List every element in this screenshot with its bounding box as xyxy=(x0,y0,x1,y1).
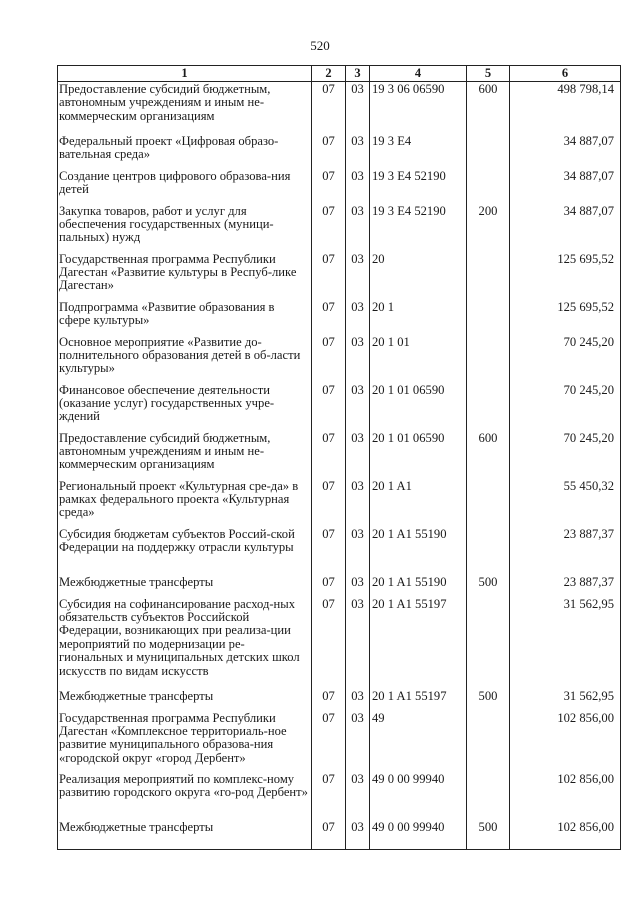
row-amount-cell: 31 562,95 xyxy=(510,689,621,711)
row-section-cell: 07 xyxy=(312,820,346,850)
table-row xyxy=(58,772,621,820)
table-row xyxy=(58,597,621,689)
row-section-cell: 07 xyxy=(312,527,346,575)
table-row xyxy=(58,575,621,597)
row-target-article-cell: 19 3 E4 xyxy=(370,134,467,169)
row-name-cell: Основное мероприятие «Развитие до-полнительного образования детей в об-ласти культуры» xyxy=(58,335,312,383)
row-section-cell: 07 xyxy=(312,772,346,820)
row-name-cell: Федеральный проект «Цифровая образо-вательная среда» xyxy=(58,134,312,169)
row-amount-cell: 102 856,00 xyxy=(510,820,621,850)
column-header: 5 xyxy=(467,66,510,82)
row-section-cell: 07 xyxy=(312,252,346,300)
table-row xyxy=(58,527,621,575)
row-subsection-cell: 03 xyxy=(346,772,370,820)
row-amount-cell: 102 856,00 xyxy=(510,711,621,772)
row-amount-cell: 31 562,95 xyxy=(510,597,621,689)
row-expense-type-cell xyxy=(467,711,510,772)
table-row xyxy=(58,252,621,300)
row-target-article-cell: 20 1 xyxy=(370,300,467,335)
table-row xyxy=(58,82,621,134)
row-name-cell: Межбюджетные трансферты xyxy=(58,689,312,711)
row-amount-cell: 34 887,07 xyxy=(510,169,621,204)
row-expense-type-cell xyxy=(467,169,510,204)
row-expense-type-cell xyxy=(467,527,510,575)
row-target-article-cell: 49 xyxy=(370,711,467,772)
row-section-cell: 07 xyxy=(312,431,346,479)
row-name-cell: Подпрограмма «Развитие образования в сфере культуры» xyxy=(58,300,312,335)
row-section-cell: 07 xyxy=(312,169,346,204)
row-subsection-cell: 03 xyxy=(346,431,370,479)
table-row xyxy=(58,300,621,335)
column-header: 6 xyxy=(510,66,621,82)
row-expense-type-cell xyxy=(467,383,510,431)
row-section-cell: 07 xyxy=(312,300,346,335)
row-name-cell: Предоставление субсидий бюджетным, автономным учреждениям и иным не-коммерческим организациям xyxy=(58,431,312,479)
row-amount-cell: 102 856,00 xyxy=(510,772,621,820)
row-target-article-cell: 49 0 00 99940 xyxy=(370,772,467,820)
row-subsection-cell: 03 xyxy=(346,597,370,689)
column-header: 3 xyxy=(346,66,370,82)
row-subsection-cell: 03 xyxy=(346,252,370,300)
row-section-cell: 07 xyxy=(312,134,346,169)
row-expense-type-cell xyxy=(467,300,510,335)
row-name-cell: Государственная программа Республики Дагестан «Развитие культуры в Респуб-лике Дагестан» xyxy=(58,252,312,300)
row-section-cell: 07 xyxy=(312,711,346,772)
table-row xyxy=(58,204,621,252)
row-expense-type-cell xyxy=(467,597,510,689)
row-target-article-cell: 20 1 A1 55197 xyxy=(370,597,467,689)
row-subsection-cell: 03 xyxy=(346,335,370,383)
table-row xyxy=(58,711,621,772)
row-expense-type-cell xyxy=(467,134,510,169)
row-amount-cell: 55 450,32 xyxy=(510,479,621,527)
row-section-cell: 07 xyxy=(312,575,346,597)
table-row xyxy=(58,383,621,431)
table-row xyxy=(58,479,621,527)
row-amount-cell: 34 887,07 xyxy=(510,204,621,252)
row-section-cell: 07 xyxy=(312,597,346,689)
table-row xyxy=(58,820,621,850)
row-name-cell: Реализация мероприятий по комплекс-ному развитию городского округа «го-род Дербент» xyxy=(58,772,312,820)
row-section-cell: 07 xyxy=(312,479,346,527)
row-subsection-cell: 03 xyxy=(346,820,370,850)
row-expense-type-cell: 200 xyxy=(467,204,510,252)
row-section-cell: 07 xyxy=(312,689,346,711)
row-name-cell: Закупка товаров, работ и услуг для обеспечения государственных (муници-пальных) нужд xyxy=(58,204,312,252)
row-target-article-cell: 20 1 01 06590 xyxy=(370,431,467,479)
row-subsection-cell: 03 xyxy=(346,711,370,772)
row-name-cell: Предоставление субсидий бюджетным, автономным учреждениям и иным не-коммерческим организациям xyxy=(58,82,312,134)
row-subsection-cell: 03 xyxy=(346,204,370,252)
row-subsection-cell: 03 xyxy=(346,479,370,527)
row-name-cell: Межбюджетные трансферты xyxy=(58,820,312,850)
row-amount-cell: 125 695,52 xyxy=(510,300,621,335)
table-row xyxy=(58,169,621,204)
row-expense-type-cell xyxy=(467,335,510,383)
row-amount-cell: 70 245,20 xyxy=(510,431,621,479)
row-name-cell: Создание центров цифрового образова-ния детей xyxy=(58,169,312,204)
row-subsection-cell: 03 xyxy=(346,134,370,169)
row-target-article-cell: 19 3 E4 52190 xyxy=(370,169,467,204)
row-target-article-cell: 20 1 A1 xyxy=(370,479,467,527)
row-amount-cell: 125 695,52 xyxy=(510,252,621,300)
row-name-cell: Субсидия на софинансирование расход-ных обязательств субъектов Российской Федерации, возникающих при реализа-ции мероприятий по модернизации ре-гиональных и муниципальных детских школ искусств по видам искусств xyxy=(58,597,312,689)
table-row xyxy=(58,431,621,479)
row-subsection-cell: 03 xyxy=(346,82,370,134)
table-row xyxy=(58,689,621,711)
row-expense-type-cell: 500 xyxy=(467,575,510,597)
row-expense-type-cell xyxy=(467,252,510,300)
table-header-row xyxy=(58,66,621,82)
budget-table xyxy=(57,65,621,850)
row-target-article-cell: 20 1 A1 55197 xyxy=(370,689,467,711)
row-amount-cell: 23 887,37 xyxy=(510,575,621,597)
row-target-article-cell: 19 3 06 06590 xyxy=(370,82,467,134)
row-name-cell: Финансовое обеспечение деятельности (оказание услуг) государственных учре-ждений xyxy=(58,383,312,431)
row-subsection-cell: 03 xyxy=(346,575,370,597)
row-name-cell: Субсидия бюджетам субъектов Россий-ской Федерации на поддержку отрасли культуры xyxy=(58,527,312,575)
row-expense-type-cell xyxy=(467,479,510,527)
row-target-article-cell: 20 1 01 06590 xyxy=(370,383,467,431)
row-subsection-cell: 03 xyxy=(346,689,370,711)
row-amount-cell: 23 887,37 xyxy=(510,527,621,575)
row-name-cell: Региональный проект «Культурная сре-да» в рамках федерального проекта «Культурная среда» xyxy=(58,479,312,527)
column-header: 2 xyxy=(312,66,346,82)
row-expense-type-cell: 600 xyxy=(467,431,510,479)
row-target-article-cell: 20 1 01 xyxy=(370,335,467,383)
row-subsection-cell: 03 xyxy=(346,383,370,431)
row-expense-type-cell xyxy=(467,772,510,820)
row-expense-type-cell: 600 xyxy=(467,82,510,134)
column-header: 1 xyxy=(58,66,312,82)
table-row xyxy=(58,134,621,169)
column-header: 4 xyxy=(370,66,467,82)
row-amount-cell: 70 245,20 xyxy=(510,335,621,383)
row-subsection-cell: 03 xyxy=(346,527,370,575)
row-amount-cell: 70 245,20 xyxy=(510,383,621,431)
row-target-article-cell: 19 3 E4 52190 xyxy=(370,204,467,252)
row-subsection-cell: 03 xyxy=(346,300,370,335)
row-name-cell: Межбюджетные трансферты xyxy=(58,575,312,597)
row-target-article-cell: 20 1 A1 55190 xyxy=(370,527,467,575)
row-section-cell: 07 xyxy=(312,204,346,252)
row-subsection-cell: 03 xyxy=(346,169,370,204)
row-expense-type-cell: 500 xyxy=(467,820,510,850)
row-target-article-cell: 49 0 00 99940 xyxy=(370,820,467,850)
row-target-article-cell: 20 xyxy=(370,252,467,300)
row-amount-cell: 498 798,14 xyxy=(510,82,621,134)
row-section-cell: 07 xyxy=(312,335,346,383)
row-expense-type-cell: 500 xyxy=(467,689,510,711)
row-amount-cell: 34 887,07 xyxy=(510,134,621,169)
table-row xyxy=(58,335,621,383)
row-section-cell: 07 xyxy=(312,383,346,431)
row-name-cell: Государственная программа Республики Дагестан «Комплексное территориаль-ное развитие муниципального образова-ния «городской округ «город Дербент» xyxy=(58,711,312,772)
page-number: 520 xyxy=(310,38,330,53)
row-section-cell: 07 xyxy=(312,82,346,134)
row-target-article-cell: 20 1 A1 55190 xyxy=(370,575,467,597)
